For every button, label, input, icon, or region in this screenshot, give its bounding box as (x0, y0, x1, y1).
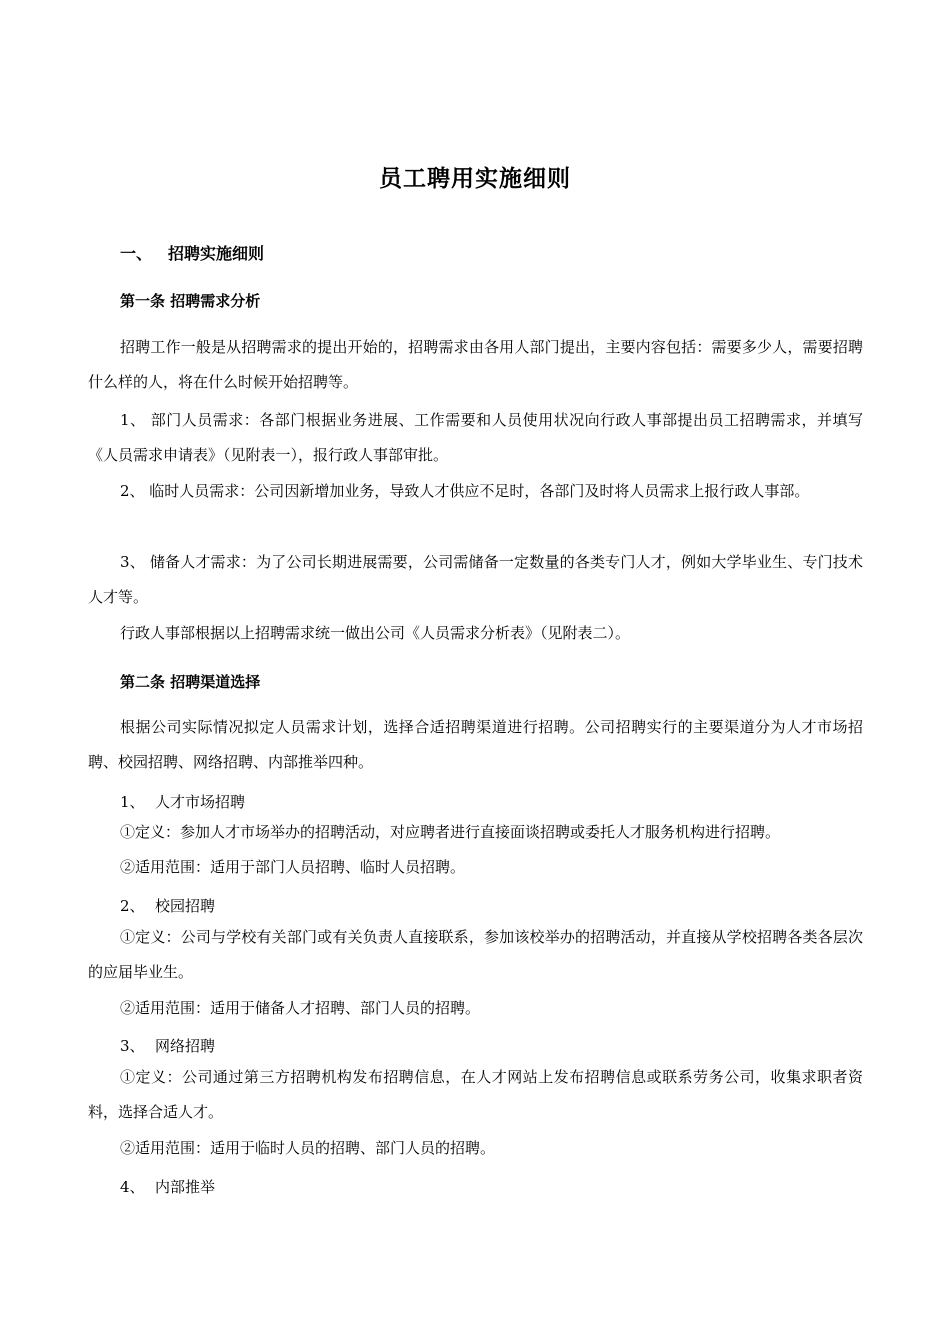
channel-4-label: 内部推举 (155, 1178, 216, 1196)
article-2-heading: 第二条 招聘渠道选择 (120, 673, 261, 691)
article-1-item-1: 1、 部门人员需求：各部门根据业务进展、工作需要和人员使用状况向行政人事部提出员工招聘需求，并填写《人员需求申请表》（见附表一），报行政人事部审批。 (88, 411, 863, 464)
channel-1-scope: ②适用范围：适用于部门人员招聘、临时人员招聘。 (120, 858, 466, 876)
channel-4-heading (120, 1176, 215, 1197)
channel-2-scope: ②适用范围：适用于储备人才招聘、部门人员的招聘。 (120, 999, 481, 1017)
channel-3-number: 3、 (120, 1037, 145, 1055)
channel-4-number: 4、 (120, 1178, 145, 1196)
document-title: 员工聘用实施细则 (379, 166, 571, 192)
channel-3-scope: ②适用范围：适用于临时人员的招聘、部门人员的招聘。 (120, 1139, 496, 1157)
channel-3-label: 网络招聘 (155, 1037, 216, 1055)
section-number: 一、 (120, 244, 153, 263)
channel-1-number: 1、 (120, 793, 145, 811)
channel-2-definition: ①定义：公司与学校有关部门或有关负责人直接联系，参加该校举办的招聘活动，并直接从学校招聘各类各层次的应届毕业生。 (88, 928, 863, 981)
channel-1-heading (120, 791, 245, 812)
section-label: 招聘实施细则 (168, 244, 265, 263)
article-2-intro: 根据公司实际情况拟定人员需求计划，选择合适招聘渠道进行招聘。公司招聘实行的主要渠道分为人才市场招聘、校园招聘、网络招聘、内部推举四种。 (88, 718, 863, 771)
article-1-item-3: 3、 储备人才需求：为了公司长期进展需要，公司需储备一定数量的各类专门人才，例如大学毕业生、专门技术人才等。 (88, 553, 863, 606)
channel-2-number: 2、 (120, 897, 145, 915)
channel-2-label: 校园招聘 (155, 897, 216, 915)
channel-3-heading (120, 1035, 215, 1056)
article-1-item-2: 2、 临时人员需求：公司因新增加业务，导致人才供应不足时，各部门及时将人员需求上报行政人事部。 (120, 482, 810, 500)
article-1-heading: 第一条 招聘需求分析 (120, 292, 261, 310)
article-1-intro: 招聘工作一般是从招聘需求的提出开始的，招聘需求由各用人部门提出，主要内容包括：需要多少人，需要招聘什么样的人，将在什么时候开始招聘等。 (88, 338, 863, 391)
channel-3-definition: ①定义：公司通过第三方招聘机构发布招聘信息，在人才网站上发布招聘信息或联系劳务公司，收集求职者资料，选择合适人才。 (88, 1068, 863, 1121)
channel-1-label: 人才市场招聘 (155, 793, 246, 811)
article-1-summary: 行政人事部根据以上招聘需求统一做出公司《人员需求分析表》（见附表二）。 (120, 624, 631, 642)
section-heading (120, 241, 264, 264)
channel-2-heading (120, 895, 215, 916)
channel-1-definition: ①定义：参加人才市场举办的招聘活动，对应聘者进行直接面谈招聘或委托人才服务机构进行招聘。 (120, 823, 781, 841)
